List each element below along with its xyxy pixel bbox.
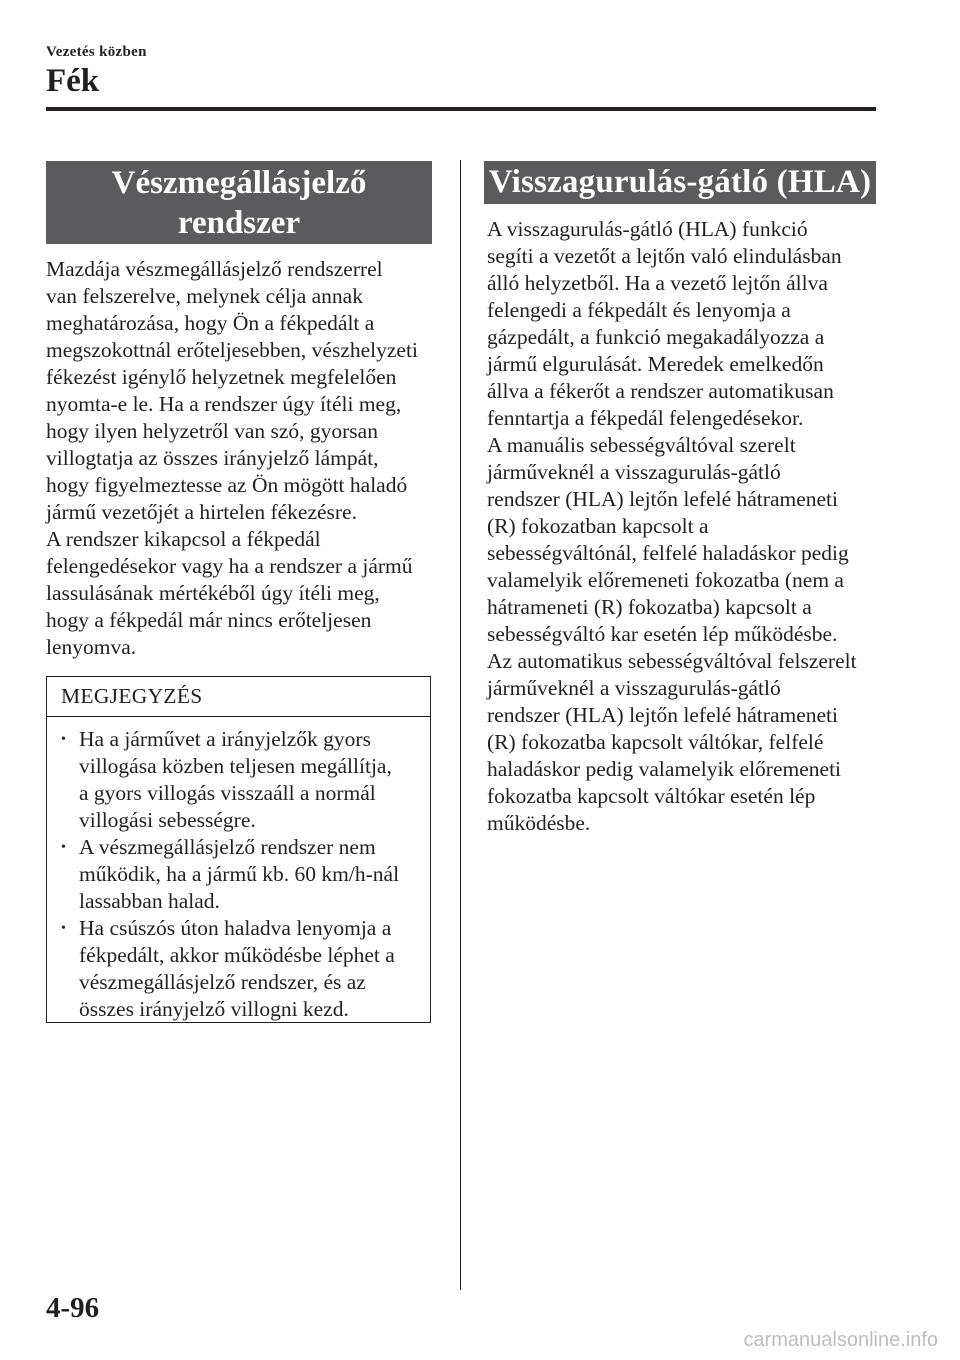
list-item-line: működik, ha a jármű kb. 60 km/h-nál	[79, 862, 400, 886]
text-line: állva a fékerőt a rendszer automatikusan	[487, 379, 834, 403]
text-line: hogy figyelmeztesse az Ön mögött haladó	[46, 473, 408, 497]
text-line: lenyomva.	[46, 635, 137, 659]
text-line: megszokottnál erőteljesebben, vészhelyzeti	[46, 338, 418, 362]
list-item-line: vészmegállásjelző rendszer, és az	[79, 970, 366, 994]
text-line: sebességváltónál, felfelé haladáskor pedig	[487, 541, 849, 565]
list-item	[79, 915, 420, 1023]
text-line: Mazdája vészmegállásjelző rendszerrel	[46, 257, 383, 281]
list-item-line: összes irányjelző villogni kezd.	[79, 997, 349, 1021]
text-line: működésbe.	[487, 811, 591, 835]
text-line: (R) fokozatban kapcsolt a	[487, 514, 709, 538]
text-line: haladáskor pedig valamelyik előremeneti	[487, 757, 842, 781]
text-line: rendszer (HLA) lejtőn lefelé hátrameneti	[487, 703, 838, 727]
text-line: villogtatja az összes irányjelző lámpát,	[46, 446, 379, 470]
text-line: felengedi a fékpedált és lenyomja a	[487, 298, 791, 322]
text-line: rendszer (HLA) lejtőn lefelé hátrameneti	[487, 487, 838, 511]
list-item-line: • Ha csúszós úton haladva lenyomja a	[79, 916, 392, 940]
text-line: meghatározása, hogy Ön a fékpedált a	[46, 311, 375, 335]
heading-line: rendszer	[177, 205, 301, 241]
list-item-line: villogása közben teljesen megállítja,	[79, 754, 392, 778]
list-item-line: lassabban halad.	[79, 889, 220, 913]
text-line: A manuális sebességváltóval szerelt	[487, 433, 796, 457]
text-line: Az automatikus sebességváltóval felszerelt	[487, 649, 857, 673]
list-item-line: fékpedált, akkor működésbe léphet a	[79, 943, 395, 967]
text-line: járműveknél a visszagurulás-gátló	[487, 460, 781, 484]
page-number: 4-96	[46, 1292, 100, 1324]
text-line: álló helyzetből. Ha a vezető lejtőn állva	[487, 271, 828, 295]
text-line: segíti a vezetőt a lejtőn való elindulásban	[487, 244, 842, 268]
column-divider	[460, 160, 461, 1290]
watermark: carmanualsonline.info	[743, 1329, 938, 1351]
text-line: felengedésekor vagy ha a rendszer a jármű	[46, 554, 413, 578]
page-title: Fék	[46, 63, 100, 99]
text-line: hogy ilyen helyzetről van szó, gyorsan	[46, 419, 378, 443]
text-line: van felszerelve, melynek célja annak	[46, 284, 363, 308]
text-line: hogy a fékpedál már nincs erőteljesen	[46, 608, 372, 632]
list-item-line: a gyors villogás visszaáll a normál	[79, 781, 376, 805]
list-item-line: villogási sebességre.	[79, 808, 256, 832]
text-line: gázpedált, a funkció megakadályozza a	[487, 325, 825, 349]
list-item-line: • Ha a járművet a irányjelzők gyors	[79, 727, 371, 751]
section-label: Vezetés közben	[46, 44, 147, 60]
header-rule	[46, 107, 876, 111]
list-item	[79, 834, 420, 915]
list-item-line: • A vészmegállásjelző rendszer nem	[79, 835, 376, 859]
text-line: A rendszer kikapcsol a fékpedál	[46, 527, 321, 551]
text-line: fékezést igénylő helyzetnek megfelelően	[46, 365, 397, 389]
heading-line: Vészmegállásjelző	[111, 165, 367, 201]
emergency-signal-heading	[46, 161, 432, 244]
emergency-signal-body	[46, 256, 438, 661]
text-line: lassulásának mértékéből úgy ítéli meg,	[46, 581, 380, 605]
hla-heading: Visszagurulás-gátló (HLA)	[484, 161, 876, 204]
text-line: sebességváltó kar esetén lép működésbe.	[487, 622, 838, 646]
list-item	[79, 726, 420, 834]
hla-body	[487, 216, 879, 837]
text-line: járműveknél a visszagurulás-gátló	[487, 676, 781, 700]
text-line: valamelyik előremeneti fokozatba (nem a	[487, 568, 844, 592]
text-line: fenntartja a fékpedál felengedésekor.	[487, 406, 804, 430]
text-line: nyomta-e le. Ha a rendszer úgy ítéli meg,	[46, 392, 402, 416]
note-box	[46, 676, 431, 1023]
text-line: jármű vezetőjét a hirtelen fékezésre.	[46, 500, 357, 524]
text-line: fokozatba kapcsolt váltókar esetén lép	[487, 784, 816, 808]
note-title: MEGJEGYZÉS	[47, 677, 430, 717]
text-line: A visszagurulás-gátló (HLA) funkció	[487, 217, 808, 241]
text-line: hátrameneti (R) fokozatba) kapcsolt a	[487, 595, 812, 619]
text-line: (R) fokozatba kapcsolt váltókar, felfelé	[487, 730, 824, 754]
text-line: jármű elgurulását. Meredek emelkedőn	[487, 352, 824, 376]
note-list	[47, 717, 430, 1023]
